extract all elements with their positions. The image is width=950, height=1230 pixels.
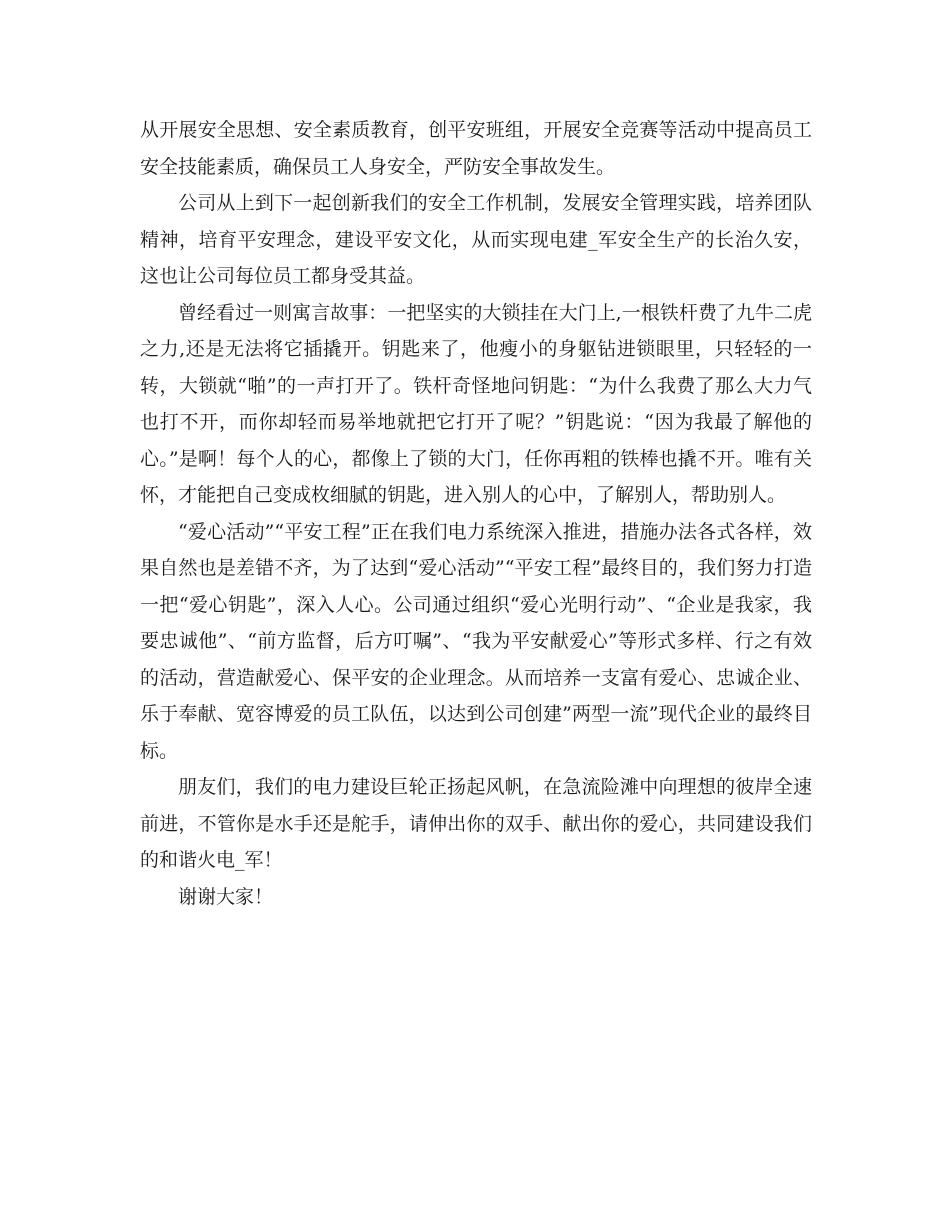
- paragraph-safety-mechanism: 公司从上到下一起创新我们的安全工作机制，发展安全管理实践，培养团队精神，培育平安理念，建设平安文化，从而实现电建_军安全生产的长治久安，这也让公司每位员工都身受其益。: [140, 192, 812, 287]
- paragraph-friends-appeal: 朋友们，我们的电力建设巨轮正扬起风帆，在急流险滩中向理想的彼岸全速前进，不管你是水手还是舵手，请伸出你的双手、献出你的爱心，共同建设我们的和谐火电_军！: [140, 776, 812, 871]
- document-page: [140, 112, 812, 915]
- paragraph-continuation: 从开展安全思想、安全素质教育，创平安班组，开展安全竞赛等活动中提高员工安全技能素质，确保员工人身安全，严防安全事故发生。: [140, 119, 812, 178]
- paragraph-love-activity: “爱心活动”“平安工程”正在我们电力系统深入推进，措施办法各式各样，效果自然也是差错不齐，为了达到“爱心活动”“平安工程”最终目的，我们努力打造一把“爱心钥匙”，深入人心。公司通过组织“爱心光明行动”、“企业是我家，我要忠诚他”、“前方监督，后方叮嘱”、“我为平安献爱心”等形式多样、行之有效的活动，营造献爱心、保平安的企业理念。从而培养一支富有爱心、忠诚企业、乐于奉献、宽容博爱的员工队伍，以达到公司创建”两型一流”现代企业的最终目标。: [140, 520, 812, 762]
- paragraph-fable-story: 曾经看过一则寓言故事：一把坚实的大锁挂在大门上,一根铁杆费了九牛二虎之力,还是无法将它插撬开。钥匙来了，他瘦小的身躯钻进锁眼里，只轻轻的一转，大锁就“啪”的一声打开了。铁杆奇怪地问钥匙：“为什么我费了那么大力气也打不开，而你却轻而易举地就把它打开了呢？”钥匙说：“因为我最了解他的心。”是啊！每个人的心，都像上了锁的大门，任你再粗的铁棒也撬不开。唯有关怀，才能把自己变成枚细腻的钥匙，进入别人的心中，了解别人，帮助别人。: [140, 301, 812, 506]
- paragraph-thanks: 谢谢大家！: [178, 885, 274, 908]
